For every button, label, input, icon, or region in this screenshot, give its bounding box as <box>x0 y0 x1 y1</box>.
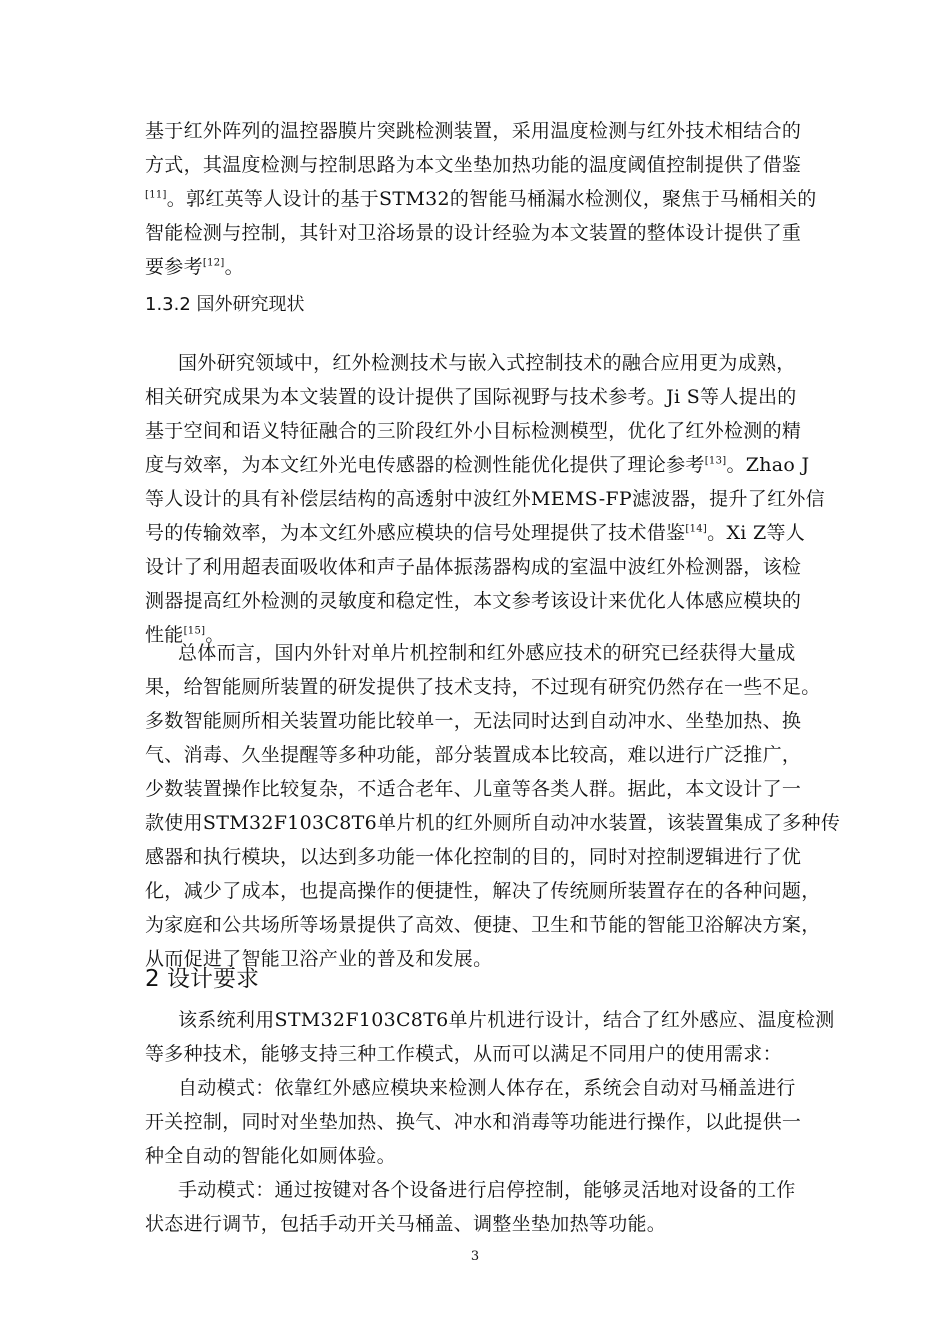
citation: [15] <box>183 625 206 637</box>
paragraph-line: 状态进行调节，包括手动开关马桶盖、调整坐垫加热等功能。 <box>145 1213 667 1235</box>
paragraph-line: 果，给智能厕所装置的研发提供了技术支持，不过现有研究仍然存在一些不足。 <box>145 676 821 698</box>
paragraph-line: 从而促进了智能卫浴产业的普及和发展。 <box>145 948 493 970</box>
paragraph-line: 测器提高红外检测的灵敏度和稳定性，本文参考该设计来优化人体感应模块的 <box>145 590 802 612</box>
paragraph-line: 手动模式：通过按键对各个设备进行启停控制，能够灵活地对设备的工作 <box>178 1179 796 1201</box>
paragraph-line: 多数智能厕所相关装置功能比较单一，无法同时达到自动冲水、坐垫加热、换 <box>145 710 802 732</box>
chapter-heading: 2 设计要求 <box>145 966 259 992</box>
paragraph-line: 基于红外阵列的温控器膜片突跳检测装置，采用温度检测与红外技术相结合的 <box>145 120 802 142</box>
paragraph-line: 感器和执行模块，以达到多功能一体化控制的目的，同时对控制逻辑进行了优 <box>145 846 802 868</box>
paragraph-line: 种全自动的智能化如厕体验。 <box>145 1145 396 1167</box>
citation: [11] <box>145 189 167 201</box>
paragraph-line: 设计了利用超表面吸收体和声子晶体振荡器构成的室温中波红外检测器，该检 <box>145 556 802 578</box>
paragraph-line: 号的传输效率，为本文红外感应模块的信号处理提供了技术借鉴[14]。Xi Z等人 <box>145 522 806 544</box>
paragraph-line: 智能检测与控制，其针对卫浴场景的设计经验为本文装置的整体设计提供了重 <box>145 222 802 244</box>
section-heading: 1.3.2 国外研究现状 <box>145 294 305 315</box>
paragraph-line: 方式，其温度检测与控制思路为本文坐垫加热功能的温度阈值控制提供了借鉴 <box>145 154 802 176</box>
paragraph-line: 少数装置操作比较复杂，不适合老年、儿童等各类人群。据此，本文设计了一 <box>145 778 802 800</box>
paragraph-line: 为家庭和公共场所等场景提供了高效、便捷、卫生和节能的智能卫浴解决方案， <box>145 914 821 936</box>
paragraph-line: 款使用STM32F103C8T6单片机的红外厕所自动冲水装置，该装置集成了多种传 <box>145 812 841 834</box>
paragraph-line: 要参考[12]。 <box>145 256 244 278</box>
paragraph-line: 自动模式：依靠红外感应模块来检测人体存在，系统会自动对马桶盖进行 <box>178 1077 796 1099</box>
paragraph-line: 化，减少了成本，也提高操作的便捷性，解决了传统厕所装置存在的各种问题， <box>145 880 821 902</box>
citation: [14] <box>685 523 708 535</box>
paragraph-line: 度与效率，为本文红外光电传感器的检测性能优化提供了理论参考[13]。Zhao J <box>145 454 810 476</box>
citation: [12] <box>202 257 225 269</box>
paragraph-line: 国外研究领域中，红外检测技术与嵌入式控制技术的融合应用更为成熟， <box>178 352 796 374</box>
paragraph-line: 总体而言，国内外针对单片机控制和红外感应技术的研究已经获得大量成 <box>178 642 796 664</box>
citation: [13] <box>704 455 727 467</box>
paragraph-line: 等多种技术，能够支持三种工作模式，从而可以满足不同用户的使用需求： <box>145 1043 782 1065</box>
paragraph-line: 开关控制，同时对坐垫加热、换气、冲水和消毒等功能进行操作，以此提供一 <box>145 1111 802 1133</box>
paragraph-line: 气、消毒、久坐提醒等多种功能，部分装置成本比较高，难以进行广泛推广， <box>145 744 802 766</box>
paragraph-line: 基于空间和语义特征融合的三阶段红外小目标检测模型，优化了红外检测的精 <box>145 420 802 442</box>
page-number: 3 <box>470 1249 480 1264</box>
paragraph-line: 相关研究成果为本文装置的设计提供了国际视野与技术参考。Ji S等人提出的 <box>145 386 797 408</box>
paragraph-line: [11]。郭红英等人设计的基于STM32的智能马桶漏水检测仪，聚焦于马桶相关的 <box>145 188 817 210</box>
paragraph-line: 该系统利用STM32F103C8T6单片机进行设计，结合了红外感应、温度检测 <box>178 1009 835 1031</box>
paragraph-line: 性能[15]。 <box>145 624 225 646</box>
paragraph-line: 等人设计的具有补偿层结构的高透射中波红外MEMS-FP滤波器，提升了红外信 <box>145 488 825 510</box>
